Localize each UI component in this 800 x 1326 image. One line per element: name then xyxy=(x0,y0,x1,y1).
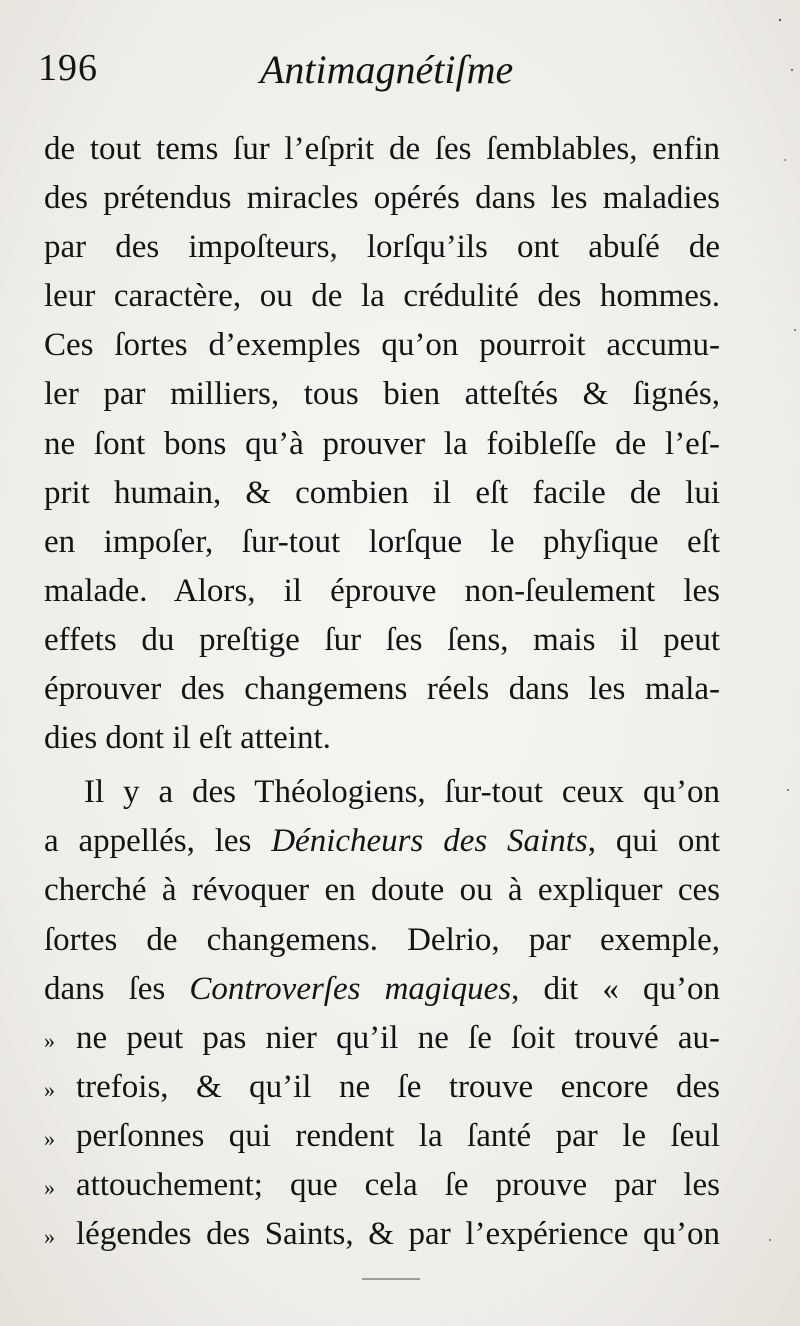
text-line: effets du preſtige ſur ſes ſens, mais il peut xyxy=(44,621,720,658)
text-line: prit humain, & combien il eſt facile de lui xyxy=(44,474,720,511)
text-line: par des impoſteurs, lorſqu’ils ont abuſé de xyxy=(44,229,720,266)
text-line: dies dont il eſt atteint. xyxy=(44,720,331,757)
quoted-text: trefois, & qu’il ne ſe trouve encore des xyxy=(76,1068,720,1105)
quoted-text: ne peut pas nier qu’il ne ſe ſoit trouvé au- xyxy=(76,1019,720,1056)
text-line xyxy=(44,965,720,1014)
quoted-text: perſonnes qui rendent la ſanté par le ſeul xyxy=(76,1117,720,1154)
text-span: , qui ont xyxy=(587,823,720,860)
quoted-line xyxy=(44,1063,720,1112)
body-text xyxy=(44,125,720,1259)
text-line: ne ſont bons qu’à prouver la foibleſſe de l’eſ- xyxy=(44,425,720,462)
quoted-line xyxy=(44,1161,720,1210)
quote-mark: » xyxy=(44,1125,55,1151)
text-line xyxy=(44,817,720,866)
quoted-text: attouchement; que cela ſe prouve par les xyxy=(76,1166,720,1203)
text-line: éprouver des changemens réels dans les mala- xyxy=(44,671,720,708)
quote-mark: » xyxy=(44,1027,55,1053)
text-line: malade. Alors, il éprouve non-ſeulement les xyxy=(44,572,720,609)
text-line: ſortes de changemens. Delrio, par exemple, xyxy=(44,921,720,958)
catchword-rule xyxy=(362,1278,420,1280)
quote-mark: » xyxy=(44,1174,55,1200)
italic-title: Dénicheurs des Saints xyxy=(271,823,588,860)
text-line: des prétendus miracles opérés dans les maladies xyxy=(44,180,720,217)
page-number: 196 xyxy=(38,47,98,89)
running-title: Antimagnétiſme xyxy=(260,47,514,92)
text-line: Ces ſortes d’exemples qu’on pourroit accumu- xyxy=(44,327,720,364)
quote-mark: » xyxy=(44,1223,55,1249)
text-span: a appellés, les xyxy=(44,823,272,860)
edge-specks xyxy=(740,0,800,1326)
page-header xyxy=(38,46,728,106)
text-line: leur caractère, ou de la crédulité des hommes. xyxy=(44,278,720,315)
quote-mark: » xyxy=(44,1076,55,1102)
text-line: ler par milliers, tous bien atteſtés & ſignés, xyxy=(44,376,720,413)
paragraph-start-line: Il y a des Théologiens, ſur-tout ceux qu’on xyxy=(84,774,720,811)
quoted-line xyxy=(44,1210,720,1259)
quoted-text: légendes des Saints, & par l’expérience qu’on xyxy=(76,1216,720,1253)
text-span: dans ſes xyxy=(44,970,190,1007)
text-span: , dit « qu’on xyxy=(511,970,720,1007)
text-line: de tout tems ſur l’eſprit de ſes ſemblables, enfin xyxy=(44,131,720,167)
text-line: cherché à révoquer en doute ou à expliquer ces xyxy=(44,872,720,909)
quoted-line xyxy=(44,1112,720,1161)
text-line: en impoſer, ſur-tout lorſque le phyſique eſt xyxy=(44,523,720,560)
quoted-line xyxy=(44,1014,720,1063)
italic-title: Controverſes magiques xyxy=(189,970,512,1007)
